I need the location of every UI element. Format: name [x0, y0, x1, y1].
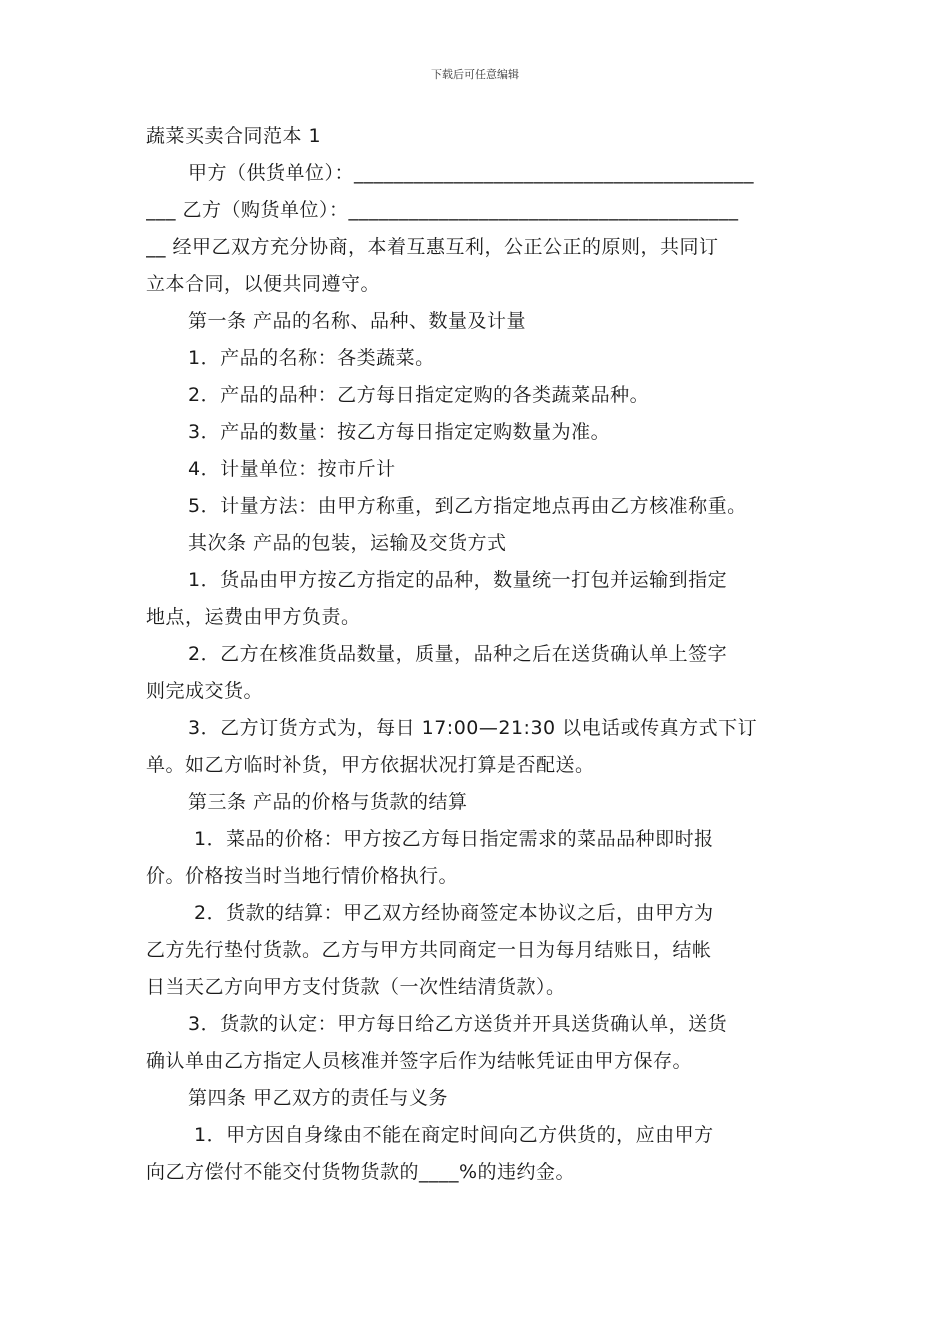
header-note: 下载后可任意编辑	[431, 68, 519, 81]
clause-line: 乙方先行垫付货款。乙方与甲方共同商定一日为每月结账日，结帐	[146, 939, 712, 961]
clause-line: 2．乙方在核准货品数量，质量，品种之后在送货确认单上签字	[188, 643, 728, 665]
clause-line: 确认单由乙方指定人员核准并签字后作为结帐凭证由甲方保存。	[146, 1050, 693, 1072]
section-heading: 第三条 产品的价格与货款的结算	[188, 791, 468, 813]
party-b-line: ___ 乙方（购货单位）：_______________________________________	[146, 199, 739, 221]
section-heading: 其次条 产品的包装，运输及交货方式	[188, 532, 507, 554]
clause-line: 5．计量方法：由甲方称重，到乙方指定地点再由乙方核准称重。	[188, 495, 747, 517]
clause-line: 1．菜品的价格：甲方按乙方每日指定需求的菜品品种即时报	[194, 828, 714, 850]
contract-body	[146, 118, 806, 1191]
section-heading: 第四条 甲乙双方的责任与义务	[188, 1087, 449, 1109]
party-a-line: 甲方（供货单位）：________________________________________	[188, 162, 755, 184]
clause-line: 向乙方偿付不能交付货物货款的____%的违约金。	[146, 1161, 576, 1183]
clause-line: 地点，运费由甲方负责。	[146, 606, 361, 628]
clause-line: 单。如乙方临时补货，甲方依据状况打算是否配送。	[146, 754, 595, 776]
clause-line: 2．产品的品种：乙方每日指定定购的各类蔬菜品种。	[188, 384, 650, 406]
clause-line: 3．乙方订货方式为，每日 17:00—21:30 以电话或传真方式下订	[188, 717, 758, 739]
section-heading: 第一条 产品的名称、品种、数量及计量	[188, 310, 527, 332]
clause-line: 1．产品的名称：各类蔬菜。	[188, 347, 435, 369]
clause-line: 1．甲方因自身缘由不能在商定时间向乙方供货的，应由甲方	[194, 1124, 714, 1146]
clause-line: 3．产品的数量：按乙方每日指定定购数量为准。	[188, 421, 611, 443]
doc-title: 蔬菜买卖合同范本 1	[146, 125, 322, 147]
clause-line: 1．货品由甲方按乙方指定的品种，数量统一打包并运输到指定	[188, 569, 728, 591]
clause-line: 2．货款的结算：甲乙双方经协商签定本协议之后，由甲方为	[194, 902, 714, 924]
paragraph-line: __ 经甲乙双方充分协商，本着互惠互利，公正公正的原则，共同订	[146, 236, 719, 258]
clause-line: 3．货款的认定：甲方每日给乙方送货并开具送货确认单，送货	[188, 1013, 728, 1035]
clause-line: 则完成交货。	[146, 680, 264, 702]
paragraph-line: 立本合同，以便共同遵守。	[146, 273, 381, 295]
clause-line: 日当天乙方向甲方支付货款（一次性结清货款）。	[146, 976, 566, 998]
clause-line: 4．计量单位：按市斤计	[188, 458, 396, 480]
clause-line: 价。价格按当时当地行情价格执行。	[146, 865, 459, 887]
